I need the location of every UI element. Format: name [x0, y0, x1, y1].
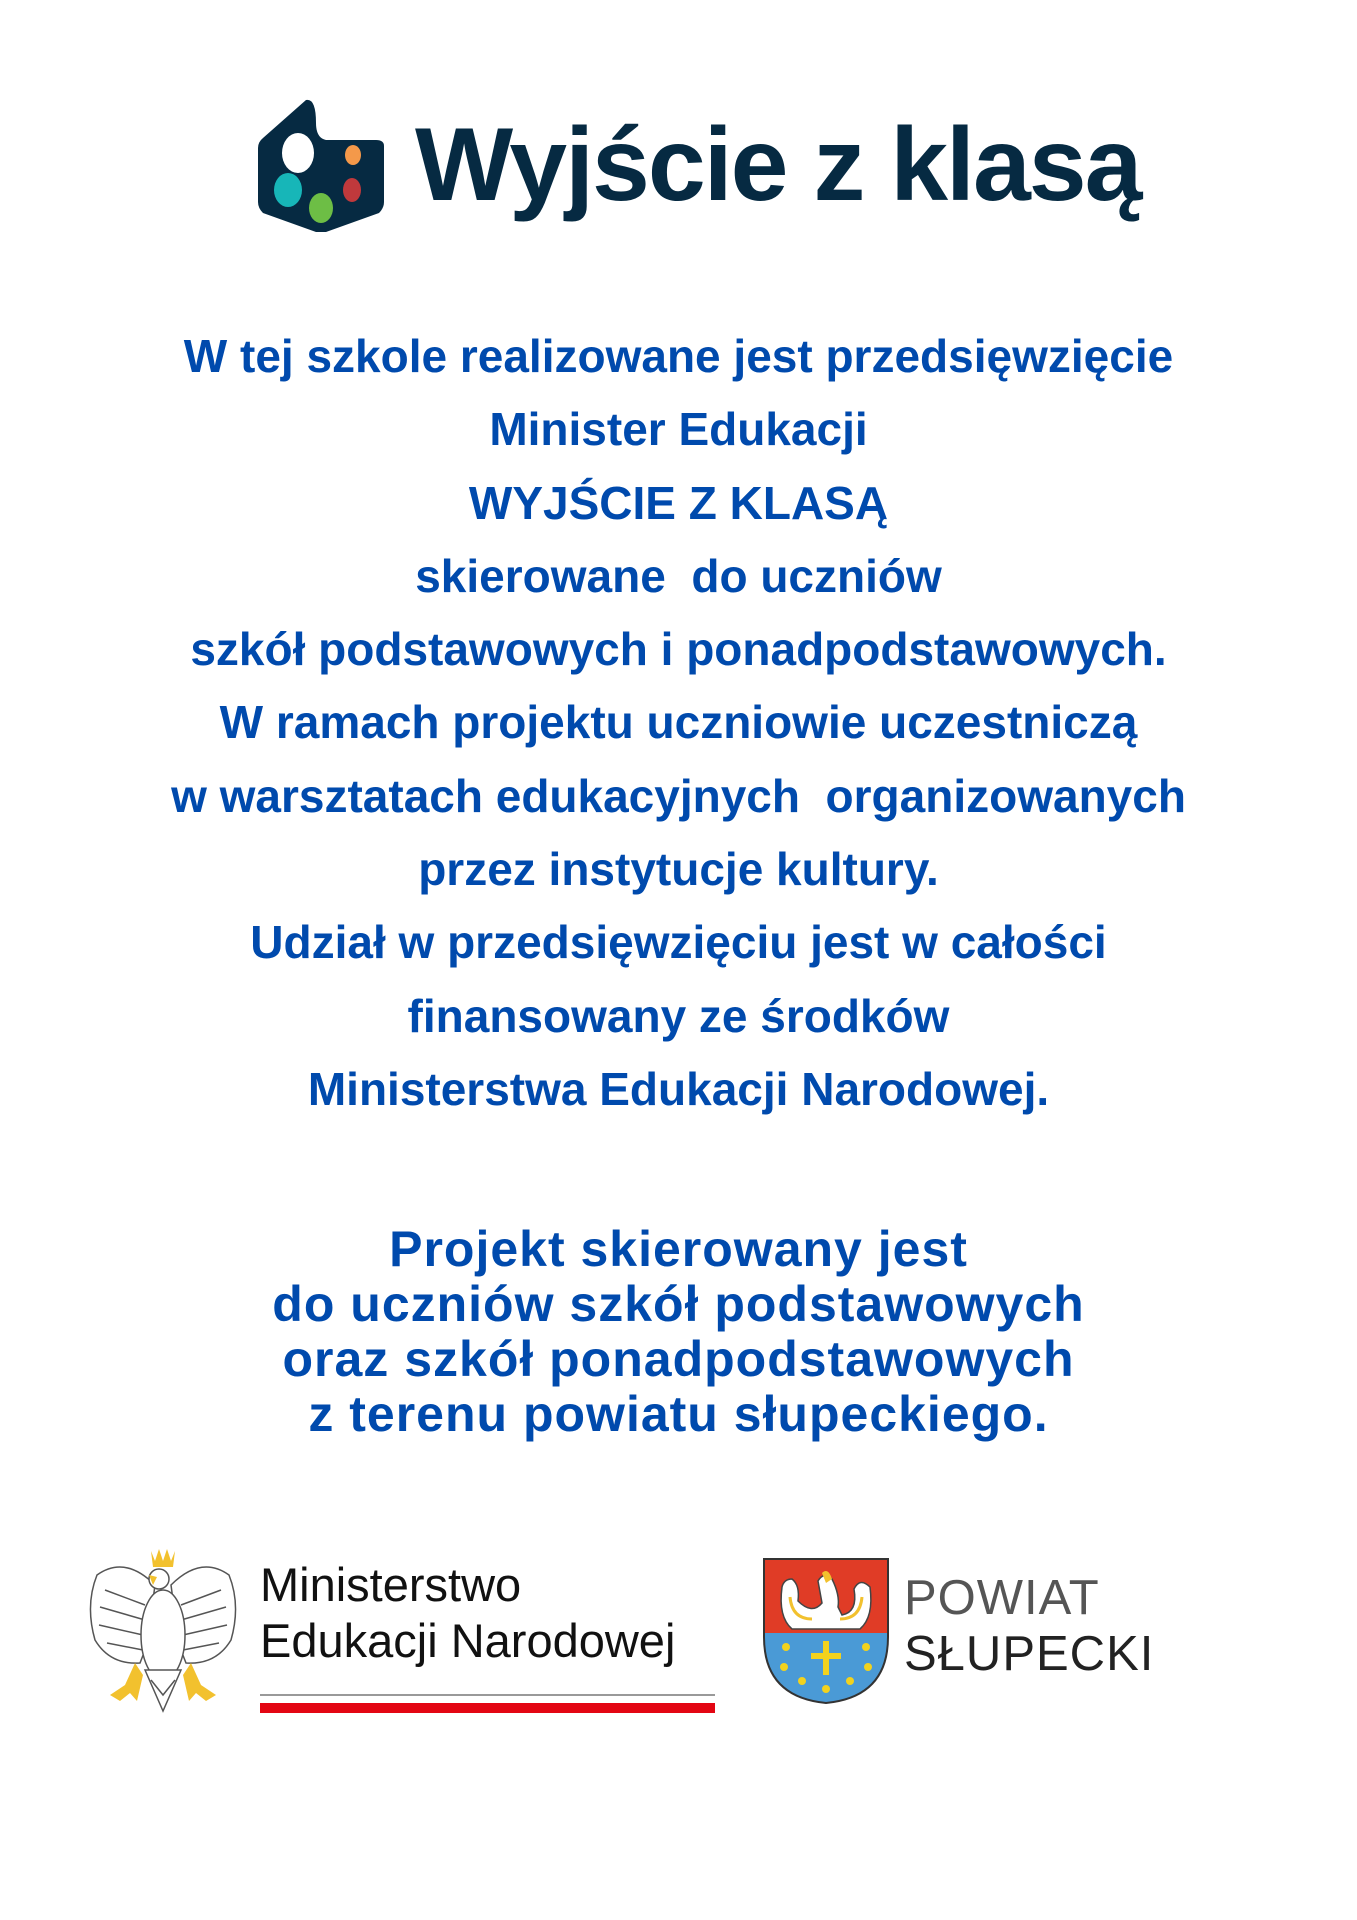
men-name-line1: Ministerstwo: [260, 1558, 522, 1611]
info-line: szkół podstawowych i ponadpodstawowych.: [190, 623, 1167, 676]
info-line: skierowane do uczniów: [415, 549, 942, 602]
target-line: oraz szkół ponadpodstawowych: [282, 1331, 1075, 1387]
info-line: W tej szkole realizowane jest przedsięwzięcie: [183, 330, 1174, 382]
target-line: do uczniów szkół podstawowych: [272, 1276, 1085, 1332]
info-line: przez instytucje kultury.: [418, 843, 939, 896]
men-gray-line: [260, 1694, 715, 1696]
info-line: W ramach projektu uczniowie uczestniczą: [219, 696, 1138, 749]
target-paragraph: [0, 1222, 1357, 1442]
powiat-name-line2: SŁUPECKI: [904, 1627, 1155, 1681]
info-line: Minister Edukacji: [489, 403, 868, 456]
info-line: Udział w przedsięwzięciu jest w całości: [250, 916, 1107, 969]
info-line: Ministerstwa Edukacji Narodowej.: [307, 1062, 1050, 1115]
white-eagle-icon: [85, 1545, 241, 1713]
men-name-line2: Edukacji Narodowej: [260, 1614, 676, 1667]
info-paragraph: [0, 326, 1357, 1132]
info-line: finansowany ze środków: [407, 989, 950, 1042]
target-line: Projekt skierowany jest: [389, 1221, 968, 1277]
men-red-bar: [260, 1703, 715, 1713]
brand-hexagon-icon: [258, 98, 384, 232]
info-line: w warsztatach edukacyjnych organizowanych: [171, 769, 1186, 822]
info-line: WYJŚCIE Z KLASĄ: [468, 476, 889, 529]
powiat-name-line1: POWIAT: [904, 1571, 1100, 1625]
powiat-coat-of-arms-icon: [762, 1557, 890, 1705]
target-line: z terenu powiatu słupeckiego.: [308, 1386, 1049, 1442]
brand-title: Wyjście z klasą: [415, 107, 1141, 223]
